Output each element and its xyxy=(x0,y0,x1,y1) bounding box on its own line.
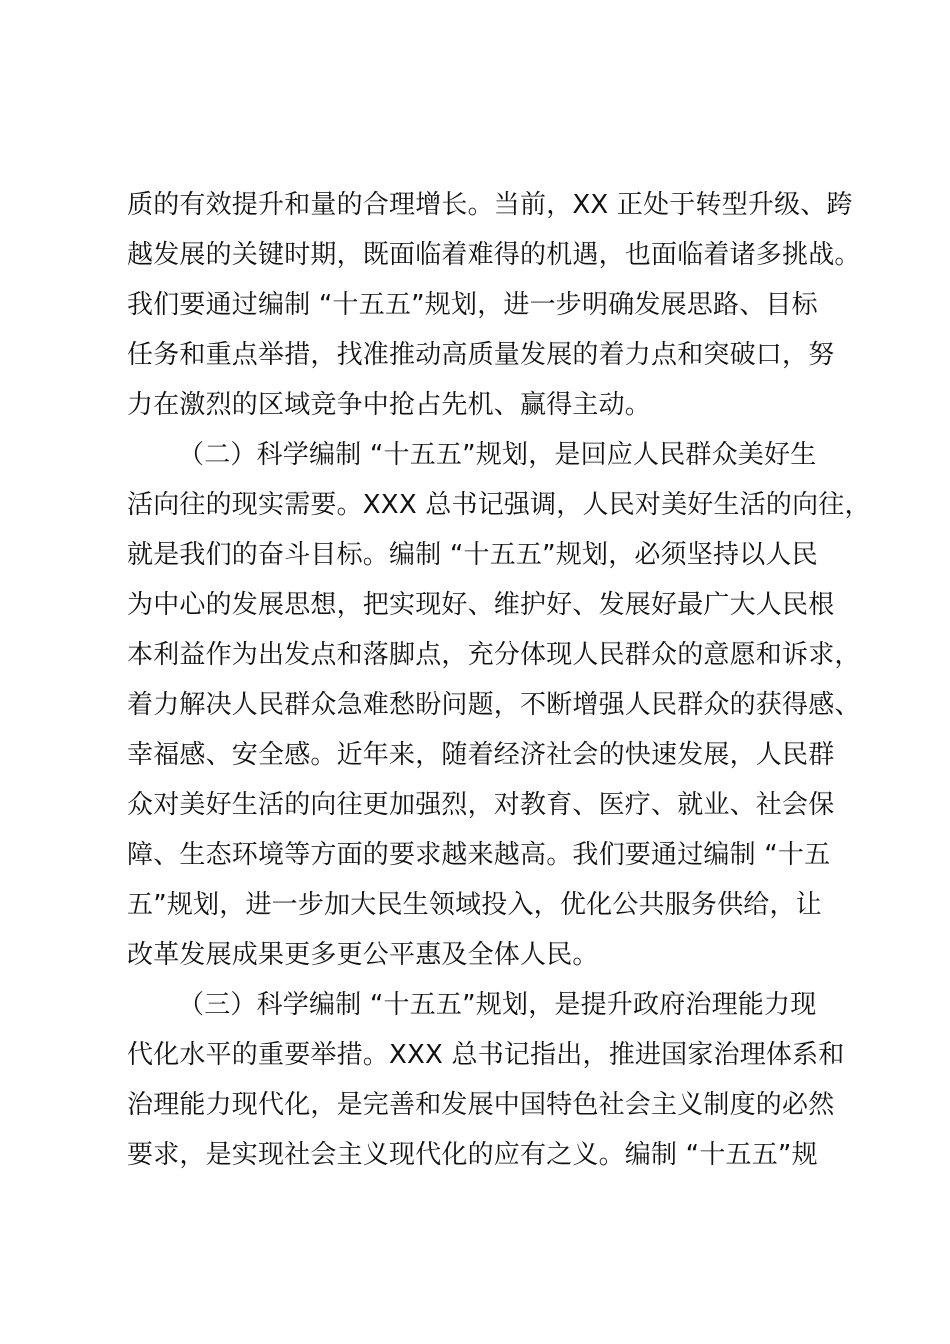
text-line: 障、生态环境等方面的要求越来越高。我们要通过编制 “十五 xyxy=(127,840,831,870)
section-heading-2: （二）科学编制 “十五五”规划，是回应人民群众美好生 xyxy=(178,440,817,470)
text-line: 幸福感、安全感。近年来，随着经济社会的快速发展，人民群 xyxy=(127,740,835,770)
text-line: 越发展的关键时期，既面临着难得的机遇，也面临着诸多挑战。 xyxy=(127,240,861,270)
text-line: 活向往的现实需要。XXX 总书记强调，人民对美好生活的向往， xyxy=(127,490,871,520)
text-line: 着力解决人民群众急难愁盼问题，不断增强人民群众的获得感、 xyxy=(127,690,861,720)
text-line: 就是我们的奋斗目标。编制 “十五五”规划，必须坚持以人民 xyxy=(127,540,818,570)
text-line: 力在激烈的区域竞争中抢占先机、赢得主动。 xyxy=(127,390,652,420)
text-line: 改革发展成果更多更公平惠及全体人民。 xyxy=(127,940,599,970)
text-line: 五”规划，进一步加大民生领域投入，优化公共服务供给，让 xyxy=(127,890,822,920)
text-line: 我们要通过编制 “十五五”规划，进一步明确发展思路、目标 xyxy=(127,290,818,320)
text-line: 要求，是实现社会主义现代化的应有之义。编制 “十五五”规 xyxy=(127,1140,818,1170)
text-line: 本利益作为出发点和落脚点，充分体现人民群众的意愿和诉求， xyxy=(127,640,861,670)
text-line: 为中心的发展思想，把实现好、维护好、发展好最广大人民根 xyxy=(127,590,835,620)
section-heading-3: （三）科学编制 “十五五”规划，是提升政府治理能力现 xyxy=(178,990,817,1020)
text-line: 质的有效提升和量的合理增长。当前，XX 正处于转型升级、跨 xyxy=(127,190,853,220)
text-line: 代化水平的重要举措。XXX 总书记指出，推进国家治理体系和 xyxy=(127,1040,845,1070)
text-line: 治理能力现代化，是完善和发展中国特色社会主义制度的必然 xyxy=(127,1090,835,1120)
text-line: 任务和重点举措，找准推动高质量发展的着力点和突破口，努 xyxy=(127,340,835,370)
text-line: 众对美好生活的向往更加强烈，对教育、医疗、就业、社会保 xyxy=(127,790,835,820)
